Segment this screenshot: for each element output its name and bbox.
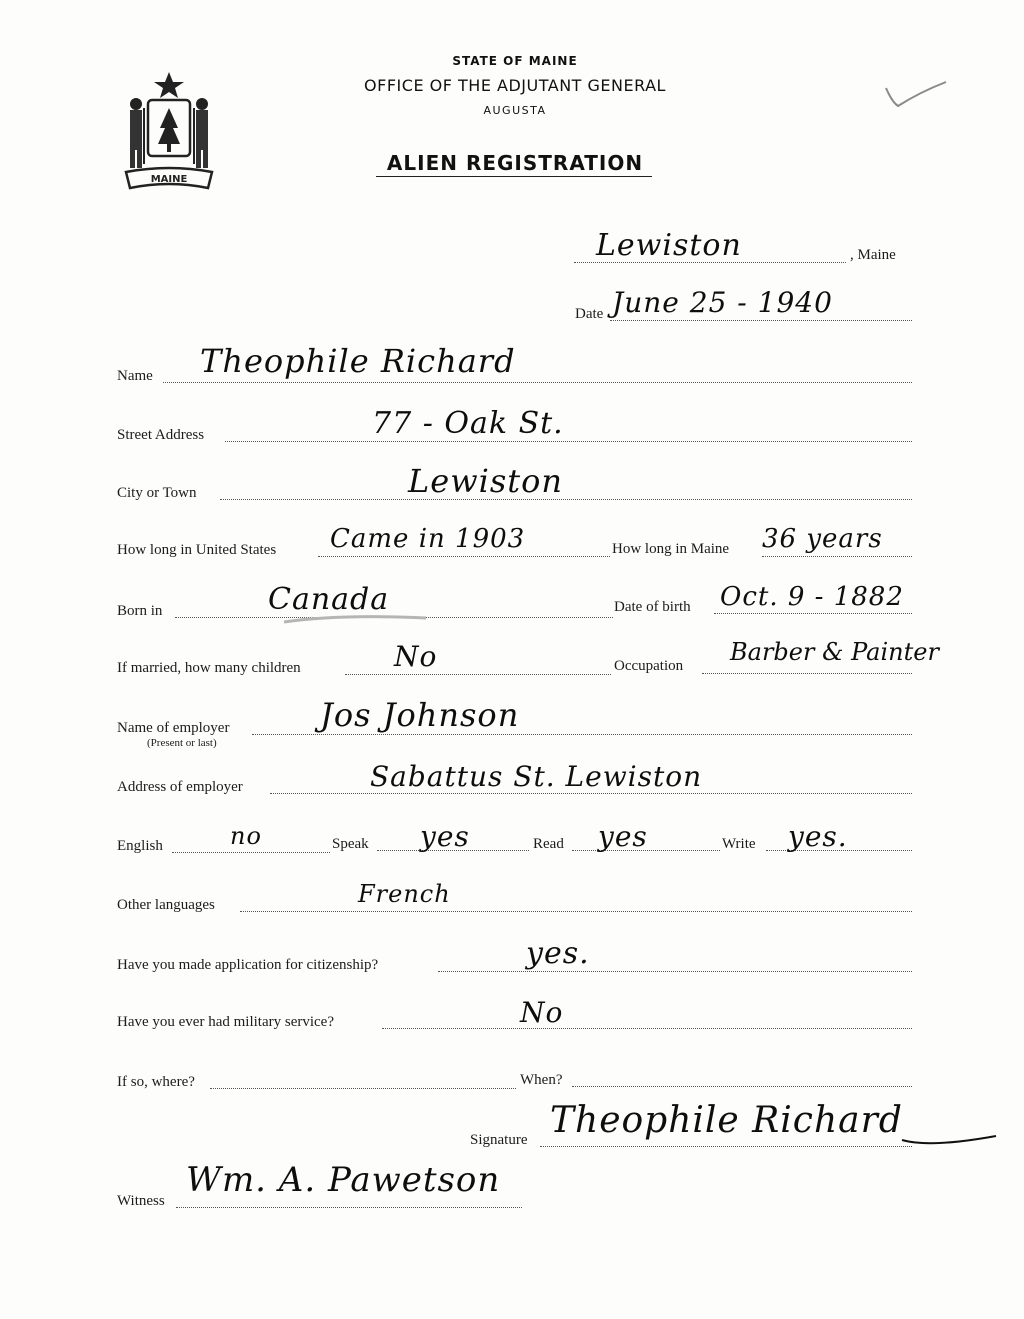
english-entry: no	[230, 822, 262, 850]
employer-address-line	[270, 793, 912, 794]
city-label: City or Town	[117, 485, 197, 501]
date-line	[610, 320, 912, 321]
children-line	[345, 674, 611, 675]
signature-flourish	[900, 1110, 1000, 1150]
how-long-maine-line	[762, 556, 912, 557]
citizenship-entry: yes.	[526, 936, 590, 971]
svg-text:MAINE: MAINE	[150, 174, 188, 185]
how-long-us-entry: Came in 1903	[330, 524, 526, 554]
how-long-maine-entry: 36 years	[762, 524, 883, 554]
military-label: Have you ever had military service?	[117, 1014, 334, 1030]
witness-line	[176, 1207, 522, 1208]
maine-suffix: , Maine	[850, 247, 896, 263]
occupation-label: Occupation	[614, 658, 684, 674]
born-in-label: Born in	[117, 603, 163, 619]
write-label: Write	[722, 836, 756, 852]
witness-entry: Wm. A. Pawetson	[186, 1160, 501, 1200]
speak-label: Speak	[332, 836, 369, 852]
read-entry: yes	[598, 820, 648, 853]
write-entry: yes.	[788, 820, 848, 853]
header-state: STATE OF MAINE	[452, 54, 578, 68]
occupation-entry: Barber & Painter	[730, 638, 939, 666]
employer-address-label: Address of employer	[117, 779, 243, 795]
speak-entry: yes	[420, 820, 470, 853]
street-label: Street Address	[117, 427, 205, 443]
employer-name-line	[252, 734, 912, 735]
signature-label: Signature	[470, 1132, 528, 1148]
street-entry: 77 - Oak St.	[372, 406, 564, 441]
name-label: Name	[117, 368, 153, 384]
date-of-birth-label: Date of birth	[614, 599, 691, 615]
maine-state-seal-icon	[116, 68, 222, 194]
date-of-birth-line	[714, 613, 912, 614]
how-long-us-label: How long in United States	[117, 542, 277, 558]
occupation-line	[702, 673, 912, 674]
when-line	[572, 1086, 912, 1087]
citizenship-line	[438, 971, 912, 972]
how-long-us-line	[318, 556, 610, 557]
english-label: English	[117, 838, 163, 854]
where-line	[210, 1088, 516, 1089]
street-line	[225, 441, 912, 442]
employer-address-entry: Sabattus St. Lewiston	[370, 760, 703, 793]
children-entry: No	[394, 640, 438, 673]
other-languages-line	[240, 911, 912, 912]
signature-entry: Theophile Richard	[550, 1100, 903, 1141]
born-in-entry: Canada	[268, 582, 390, 617]
name-line	[163, 382, 912, 383]
employer-note: (Present or last)	[147, 737, 217, 749]
where-label: If so, where?	[117, 1074, 195, 1090]
read-label: Read	[533, 836, 564, 852]
pencil-underline-mark	[280, 612, 430, 626]
children-label: If married, how many children	[117, 660, 301, 676]
other-languages-label: Other languages	[117, 897, 215, 913]
form-title: ALIEN REGISTRATION	[386, 151, 644, 175]
how-long-maine-label: How long in Maine	[612, 541, 730, 557]
date-entry: June 25 - 1940	[612, 286, 833, 319]
military-line	[382, 1028, 912, 1029]
other-languages-entry: French	[358, 880, 451, 908]
city-line	[220, 499, 912, 500]
date-of-birth-entry: Oct. 9 - 1882	[720, 582, 904, 612]
english-line	[172, 852, 330, 853]
check-mark-icon	[880, 78, 950, 112]
signature-line	[540, 1146, 912, 1147]
town-entry: Lewiston	[596, 228, 742, 263]
city-entry: Lewiston	[408, 462, 563, 500]
employer-name-label: Name of employer	[117, 720, 230, 736]
citizenship-label: Have you made application for citizenship?	[117, 957, 379, 973]
header-city: AUGUSTA	[483, 104, 547, 117]
when-label: When?	[520, 1072, 563, 1088]
employer-name-entry: Jos Johnson	[320, 696, 520, 734]
date-label: Date	[575, 306, 604, 322]
military-entry: No	[520, 996, 564, 1029]
witness-label: Witness	[117, 1193, 165, 1209]
name-entry: Theophile Richard	[200, 342, 516, 380]
title-underline	[376, 176, 652, 177]
header-office: OFFICE OF THE ADJUTANT GENERAL	[364, 76, 666, 95]
